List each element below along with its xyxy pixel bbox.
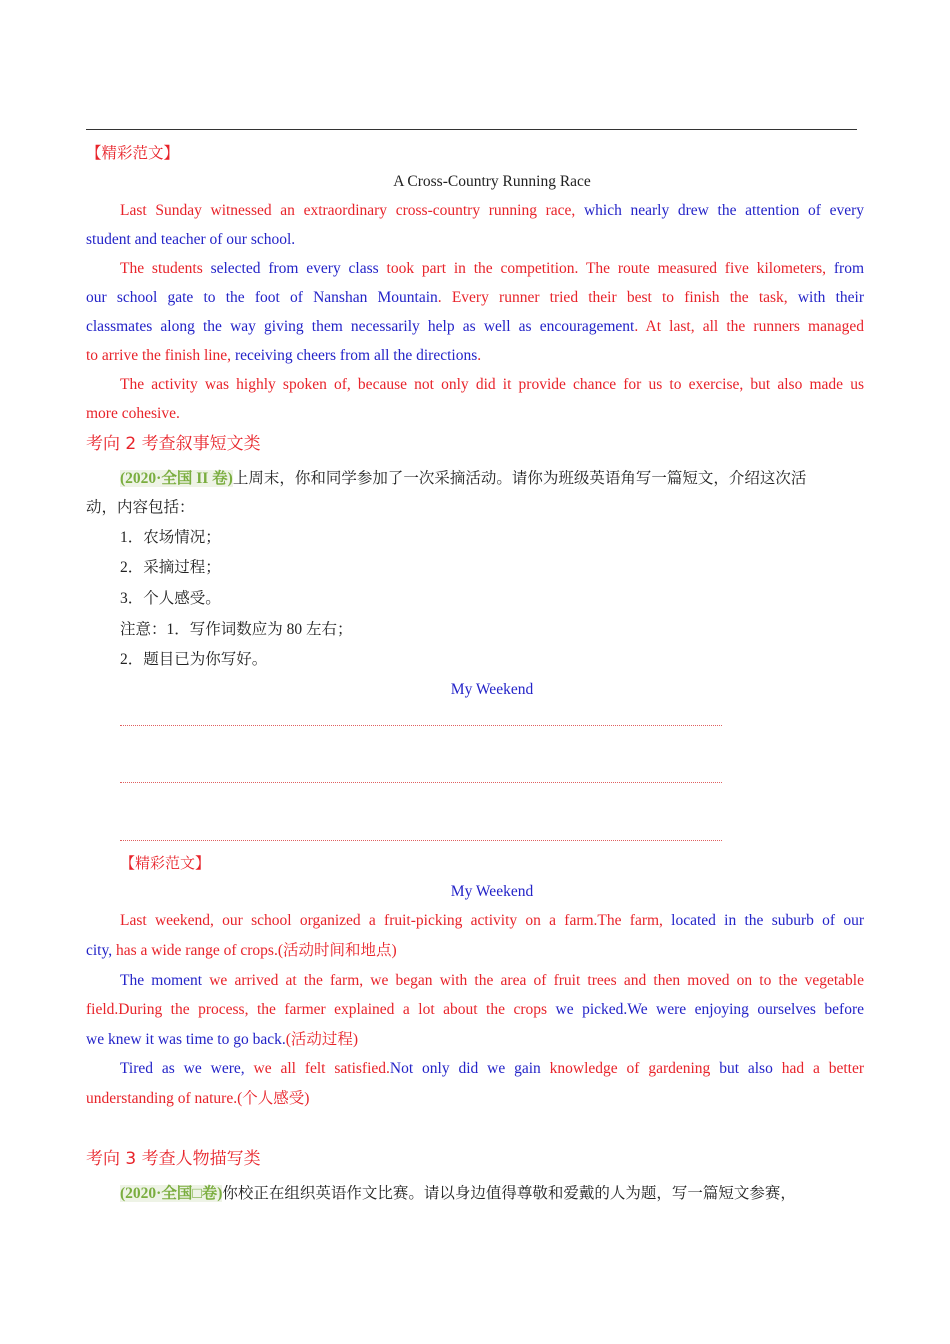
text-run: selected from every class — [210, 260, 387, 277]
note-line: 2．题目已为你写好。 — [120, 651, 268, 668]
writing-line — [120, 725, 722, 726]
essay-title: A Cross-Country Running Race — [393, 173, 591, 190]
paragraph-line — [120, 375, 864, 395]
text-run: had a better — [781, 1060, 865, 1077]
text-run: knowledge of gardening — [549, 1060, 720, 1077]
list-item: 1．农场情况； — [120, 529, 221, 546]
text-run: The students — [120, 260, 211, 277]
text-run: receiving cheers from all the directions — [234, 347, 478, 364]
list-item: 2．采摘过程； — [120, 559, 221, 576]
text-run: . Every runner tried their best to finish the task, — [437, 289, 798, 306]
paragraph-line — [120, 259, 864, 279]
text-run: city, — [86, 942, 116, 959]
paragraph-line — [86, 941, 864, 961]
writing-line — [120, 840, 722, 841]
section-heading: 考向 3 考查人物描写类 — [86, 1149, 261, 1169]
text-run: (个人感受) — [237, 1090, 310, 1107]
text-run: more cohesive. — [86, 405, 180, 422]
text-run: took part in the competition. The route measured five kilometers, — [386, 260, 834, 277]
text-run: Last Sunday witnessed an extraordinary cross-country running race, — [120, 202, 584, 219]
model-essay-label: 【精彩范文】 — [120, 854, 211, 872]
source-tag: (2020·全国□卷) — [120, 1185, 223, 1202]
prompt-line — [120, 1184, 864, 1204]
text-run: our school gate to the foot of Nanshan Mountain — [86, 289, 438, 306]
text-run: understanding of nature. — [86, 1090, 238, 1107]
section-heading: 考向 2 考查叙事短文类 — [86, 434, 261, 454]
text-run: we all felt satisfied. — [253, 1060, 390, 1077]
text-run: classmates along the way giving them necessarily help as well as encouragement — [86, 318, 635, 335]
paragraph-line — [86, 230, 864, 250]
note-line: 注意：1．写作词数应为 80 左右； — [120, 621, 353, 638]
text-run: Last weekend, our school organized a fruit-picking activity on a farm.The farm, — [120, 912, 672, 929]
prompt-text: 你校正在组织英语作文比赛。请以身边值得尊敬和爱戴的人为题，写一篇短文参赛， — [222, 1185, 796, 1202]
paragraph-line — [86, 288, 864, 308]
text-run: but also — [719, 1060, 782, 1077]
source-tag: (2020·全国 II 卷) — [120, 470, 233, 487]
text-run: student and teacher of our school. — [86, 231, 296, 248]
text-run: Tired as we were, — [120, 1060, 254, 1077]
paragraph-line — [86, 1089, 864, 1109]
text-run: Not only did we gain — [389, 1060, 550, 1077]
text-run: we picked.We were enjoying ourselves before — [555, 1001, 865, 1018]
text-run: with their — [797, 289, 865, 306]
text-run: we arrived at the farm, we began with the area of fruit trees and then moved on to the vegetable — [209, 972, 864, 989]
paragraph-line — [86, 1030, 864, 1050]
paragraph-line — [86, 404, 864, 424]
paragraph-line — [120, 911, 864, 931]
writing-title: My Weekend — [450, 681, 534, 698]
paragraph-line — [120, 1059, 864, 1079]
text-run: which nearly drew the attention of every — [583, 202, 864, 219]
prompt-line — [120, 469, 864, 489]
text-run: located in the suburb of our — [671, 912, 864, 929]
text-run: . — [477, 347, 482, 364]
text-run: field.During the process, the farmer explained a lot about the crops — [86, 1001, 556, 1018]
paragraph-line — [86, 1000, 864, 1020]
text-run: The moment — [120, 972, 210, 989]
paragraph-line — [120, 971, 864, 991]
prompt-line: 动，内容包括： — [86, 499, 195, 516]
list-item: 3．个人感受。 — [120, 590, 221, 607]
essay-title: My Weekend — [450, 883, 534, 900]
prompt-text: 上周末，你和同学参加了一次采摘活动。请你为班级英语角写一篇短文，介绍这次活 — [232, 470, 807, 487]
text-run: we knew it was time to go back. — [86, 1031, 286, 1048]
model-essay-label: 【精彩范文】 — [86, 145, 180, 162]
text-run: to arrive the finish line, — [86, 347, 235, 364]
paragraph-line — [86, 317, 864, 337]
header-rule — [86, 129, 857, 130]
text-run: . At last, all the runners managed — [634, 318, 865, 335]
text-run: from — [833, 260, 865, 277]
text-run: has a wide range of crops. — [116, 942, 278, 959]
paragraph-line — [86, 346, 864, 366]
text-run: (活动过程) — [285, 1031, 359, 1048]
text-run: The activity was highly spoken of, because not only did it provide chance for us to exercise, but also made us — [120, 376, 864, 393]
writing-line — [120, 782, 722, 783]
text-run: (活动时间和地点) — [277, 942, 397, 959]
paragraph-line — [120, 201, 864, 221]
